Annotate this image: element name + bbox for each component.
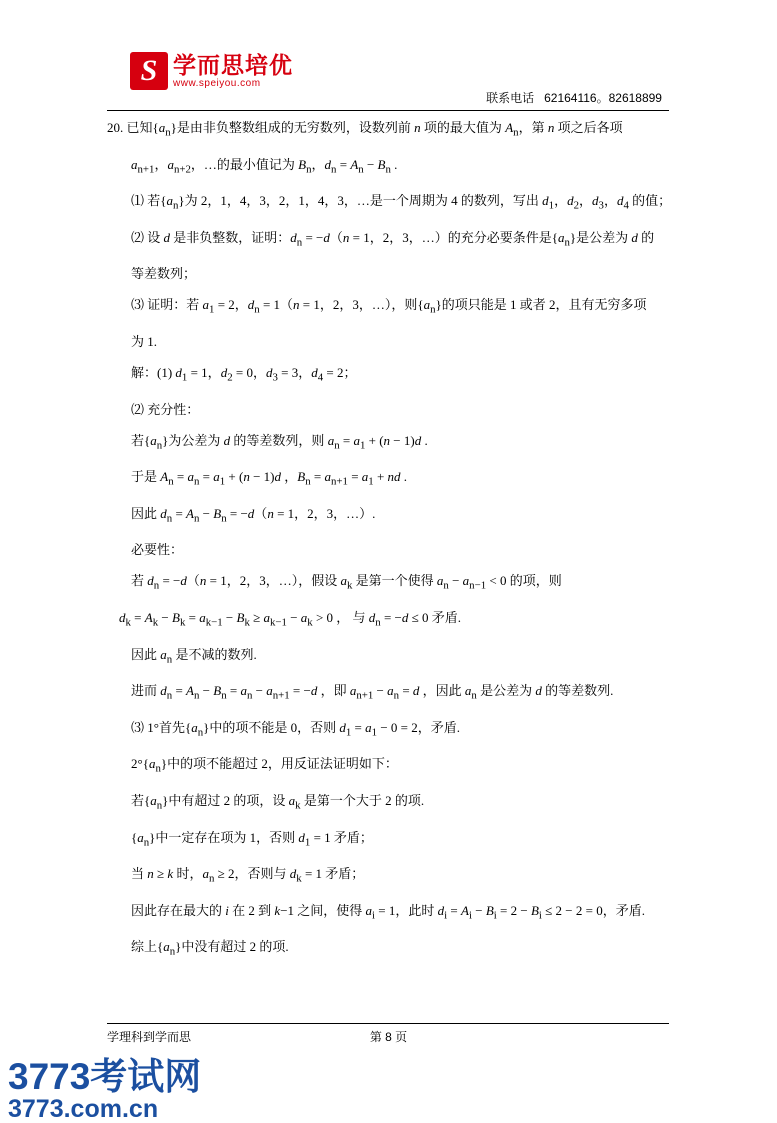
text-line-sol-2-nec-d: 进而 $d_n = A_n - B_n = a_n - a_{n+1} = -d$ ，即 $a_{n+1} - a_n = d$ ，因此 $a_n$ 是公差为 d 的等差数列. [131,683,614,702]
brand-logo [130,52,293,90]
text-line-q20-part1: ⑴ 若$\{a_n\}$为 2，1，4，3，2，1，4，3，…是一个周期为 4 的数列，写出 $d_1$，$d_2$，$d_3$，$d_4$ 的值； [131,193,672,212]
text-line-sol-3-g: 综上$\{a_n\}$中没有超过 2 的项. [131,939,289,958]
watermark-site-url: 3773.com.cn [8,1095,159,1123]
header-divider [107,110,669,111]
contact-numbers: 62164116。82618899 [544,91,662,105]
page-header [0,0,777,112]
text-line-sol-3-e: 当 n ≥ k 时，$a_n \ge 2$，否则与 $d_k = 1$ 矛盾； [131,866,365,885]
text-line-sol-2-nec-title: 必要性： [131,542,184,558]
text-line-sol-2-nec-c: 因此 $a_n$ 是不减的数列. [131,646,257,666]
footer-divider [107,1023,669,1024]
text-line-sol-2-title: ⑵ 充分性： [131,401,200,417]
text-line-sol-3-d: $\{a_n\}$中一定存在项为 1，否则 $d_1 = 1$ 矛盾； [131,829,373,849]
text-line-sol-2-nec-b: $d_k = A_k - B_k = a_{k-1} - B_k \ge a_{k-1} - a_k > 0$ ， 与 $d_n = -d \le 0$ 矛盾. [119,609,462,629]
site-watermark [8,1058,258,1123]
text-line-sol-2-a: 若$\{a_n\}$为公差为 d 的等差数列，则 $a_n = a_1 + (n - 1)d$ . [131,432,428,452]
text-line-q20-part2-a: ⑵ 设 d 是非负整数，证明：$d_n = -d(n = 1$，2，3，…）的充分必要条件是$\{a_n\}$是公差为 d 的 [131,229,655,249]
text-line-sol-3-f: 因此存在最大的 i 在 2 到 k−1 之间，使得 $a_i = 1$，此时 $d_i = A_i - B_i = 2 - B_i \le 2 - 2 = 0$，矛盾. [131,902,645,922]
text-line-q20-part2-b: 等差数列； [131,266,197,282]
logo-text [173,53,293,90]
logo-brand-name: 学而思培优 [173,51,293,78]
text-line-q20-stem-2: $a_{n+1}$，$a_{n+2}$，…的最小值记为 $B_n$，$d_n = A_n - B_n$ . [131,156,398,176]
document-body [107,118,673,974]
contact-info [486,89,662,106]
text-line-q20-part3-a: ⑶ 证明：若 $a_1 = 2$，$d_n = 1(n = 1$，2，3，…），则$\{a_n\}$的项只能是 1 或者 2，且有无穷多项 [131,297,647,316]
text-line-sol-3-b: $2^\circ\{a_n\}$中的项不能超过 2，用反证法证明如下： [131,756,398,775]
footer-slogan: 学理科到学而思 [107,1030,192,1044]
logo-website-url: www.speiyou.com [173,77,261,89]
logo-s-icon: S [130,52,168,90]
page-number: 第 8 页 [369,1030,408,1044]
text-line-sol-3-a: ⑶ 1°首先$\{a_n\}$中的项不能是 0，否则 $d_1 = a_1 - 0 = 2$，矛盾. [131,719,460,739]
text-line-sol-2-c: 因此 $d_n = A_n - B_n = -d(n = 1$，2，3，…）. [131,505,376,525]
text-line-sol-1: 解：(1) $d_1 = 1$，$d_2 = 0$，$d_3 = 3$，$d_4 = 2$； [131,364,357,384]
contact-label: 联系电话 [486,91,535,105]
text-line-q20-part3-b: 为 1. [131,333,158,349]
watermark-site-name: 3773考试网 [8,1056,202,1097]
text-line-q20-stem-1: 20. 已知$\{a_n\}$是由非负整数组成的无穷数列，设数列前 n 项的最大值为 $A_n$，第 n 项之后各项 [107,120,623,139]
page-footer [0,1028,777,1050]
text-line-sol-3-c: 若$\{a_n\}$中有超过 2 的项，设 $a_k$ 是第一个大于 2 的项. [131,792,425,812]
text-line-sol-2-b: 于是 $A_n = a_n = a_1 + (n - 1)d$ ，$B_n = a_{n+1} = a_1$ + nd . [131,469,408,488]
text-line-sol-2-nec-a: 若 $d_n = -d(n = 1$，2，3，…），假设 $a_k$ 是第一个使得 $a_n - a_{n-1} < 0$ 的项，则 [131,573,562,592]
